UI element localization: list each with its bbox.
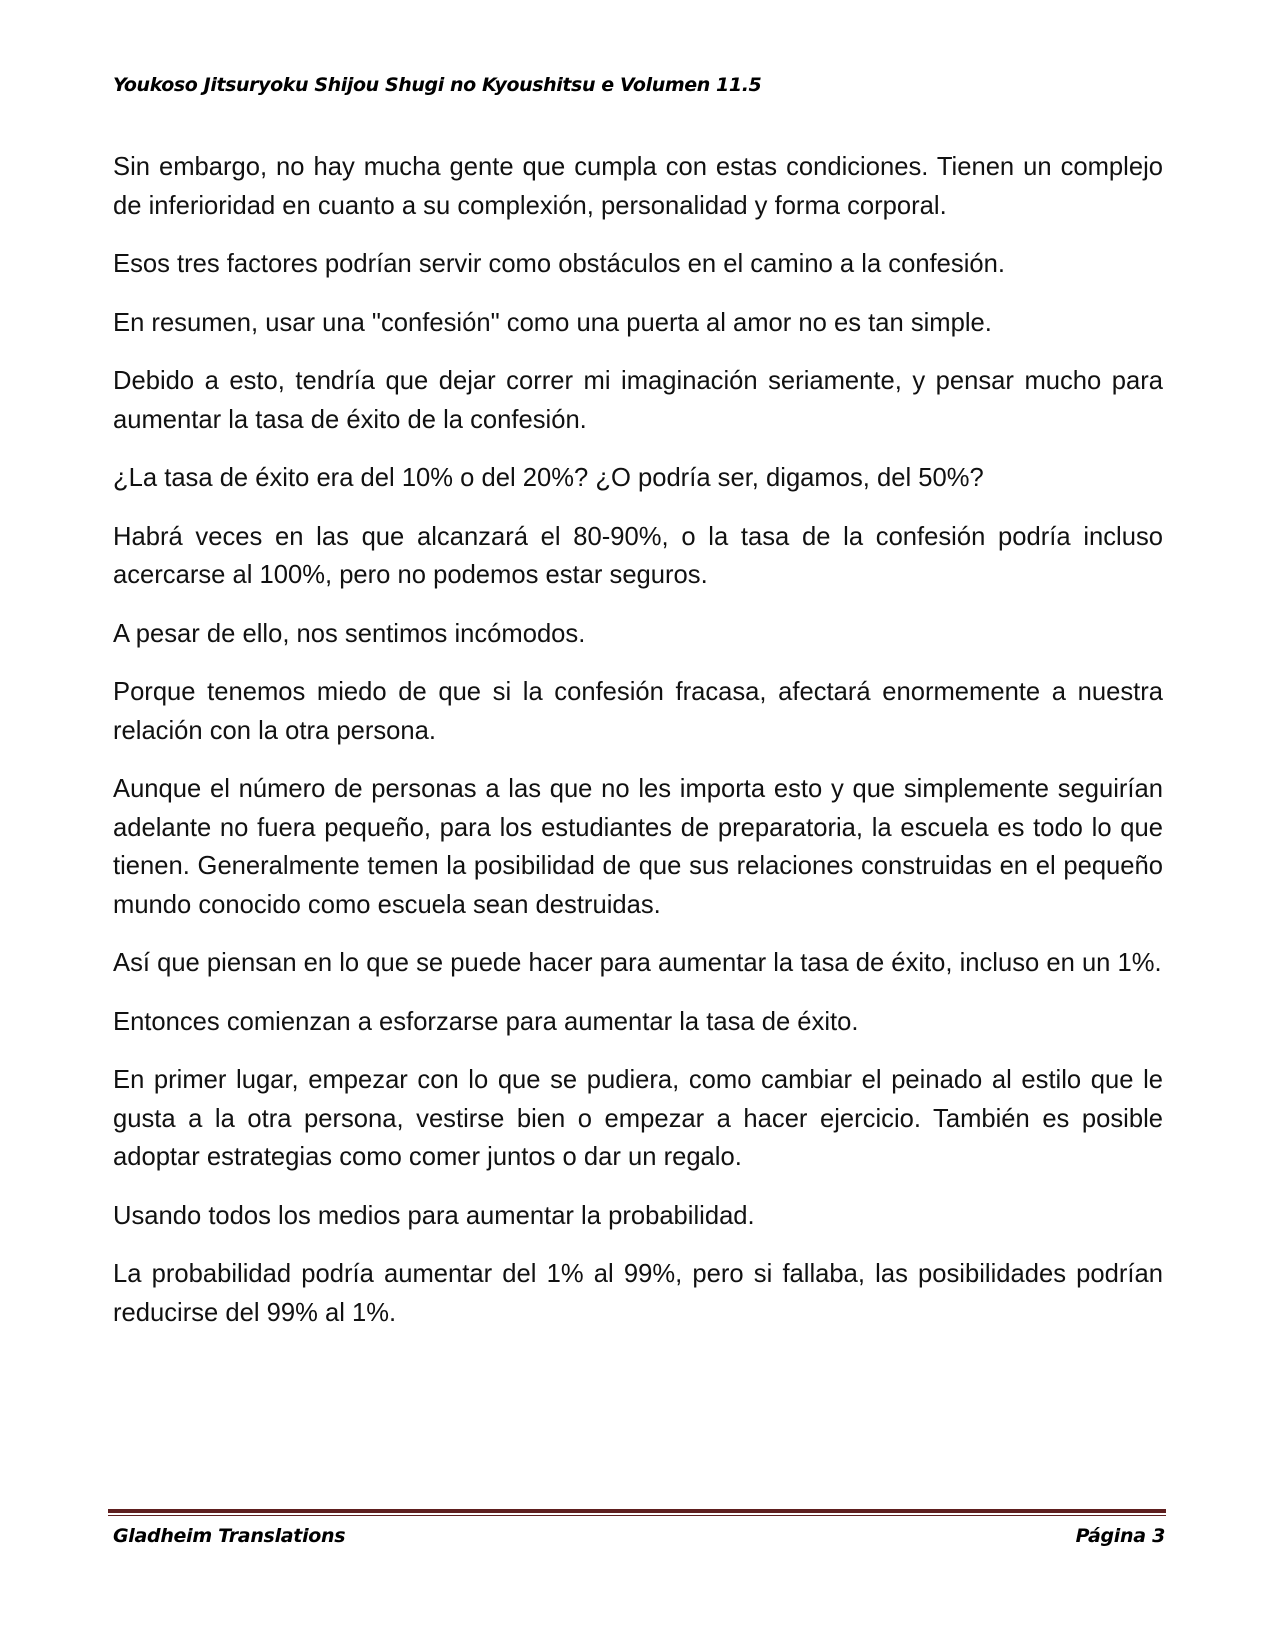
- paragraph: Así que piensan en lo que se puede hacer para aumentar la tasa de éxito, incluso en un 1%.: [113, 949, 1162, 977]
- document-body: [113, 148, 1163, 1352]
- paragraph: Habrá veces en las que alcanzará el 80-90%, o la tasa de la confesión podría incluso acercarse al 100%, pero no podemos estar seguros.: [113, 522, 1163, 589]
- running-header: Youkoso Jitsuryoku Shijou Shugi no Kyoushitsu e Volumen 11.5: [113, 74, 762, 96]
- paragraph: Porque tenemos miedo de que si la confesión fracasa, afectará enormemente a nuestra relación con la otra persona.: [113, 678, 1163, 745]
- footer-divider: [108, 1509, 1166, 1516]
- footer-page-number: Página 3: [1075, 1525, 1165, 1547]
- paragraph: A pesar de ello, nos sentimos incómodos.: [113, 619, 586, 648]
- paragraph: Debido a esto, tendría que dejar correr mi imaginación seriamente, y pensar mucho para aumentar la tasa de éxito de la confesión.: [113, 367, 1163, 434]
- paragraph: Entonces comienzan a esforzarse para aumentar la tasa de éxito.: [113, 1007, 859, 1036]
- paragraph: ¿La tasa de éxito era del 10% o del 20%? ¿O podría ser, digamos, del 50%?: [113, 464, 984, 492]
- paragraph: En primer lugar, empezar con lo que se pudiera, como cambiar el peinado al estilo que le gusta a la otra persona, vestirse bien o empezar a hacer ejercicio. También es posible adoptar estrategias como comer juntos o dar un regalo.: [113, 1066, 1163, 1171]
- paragraph: Usando todos los medios para aumentar la probabilidad.: [113, 1201, 755, 1230]
- paragraph: La probabilidad podría aumentar del 1% al 99%, pero si fallaba, las posibilidades podrían reducirse del 99% al 1%.: [113, 1260, 1163, 1327]
- footer-translator-credit: Gladheim Translations: [113, 1525, 346, 1547]
- paragraph: Sin embargo, no hay mucha gente que cumpla con estas condiciones. Tienen un complejo de inferioridad en cuanto a su complexión, personalidad y forma corporal.: [113, 153, 1163, 220]
- footer-divider-thick-line: [108, 1509, 1166, 1513]
- paragraph: En resumen, usar una "confesión" como una puerta al amor no es tan simple.: [113, 308, 992, 337]
- footer-divider-thin-line: [108, 1515, 1166, 1516]
- paragraph: Esos tres factores podrían servir como obstáculos en el camino a la confesión.: [113, 250, 1005, 278]
- paragraph: Aunque el número de personas a las que no les importa esto y que simplemente seguirían adelante no fuera pequeño, para los estudiantes de preparatoria, la escuela es todo lo que tienen. Generalmente temen la posibilidad de que sus relaciones construidas en el pequeño mundo conocido como escuela sean destruidas.: [113, 775, 1163, 919]
